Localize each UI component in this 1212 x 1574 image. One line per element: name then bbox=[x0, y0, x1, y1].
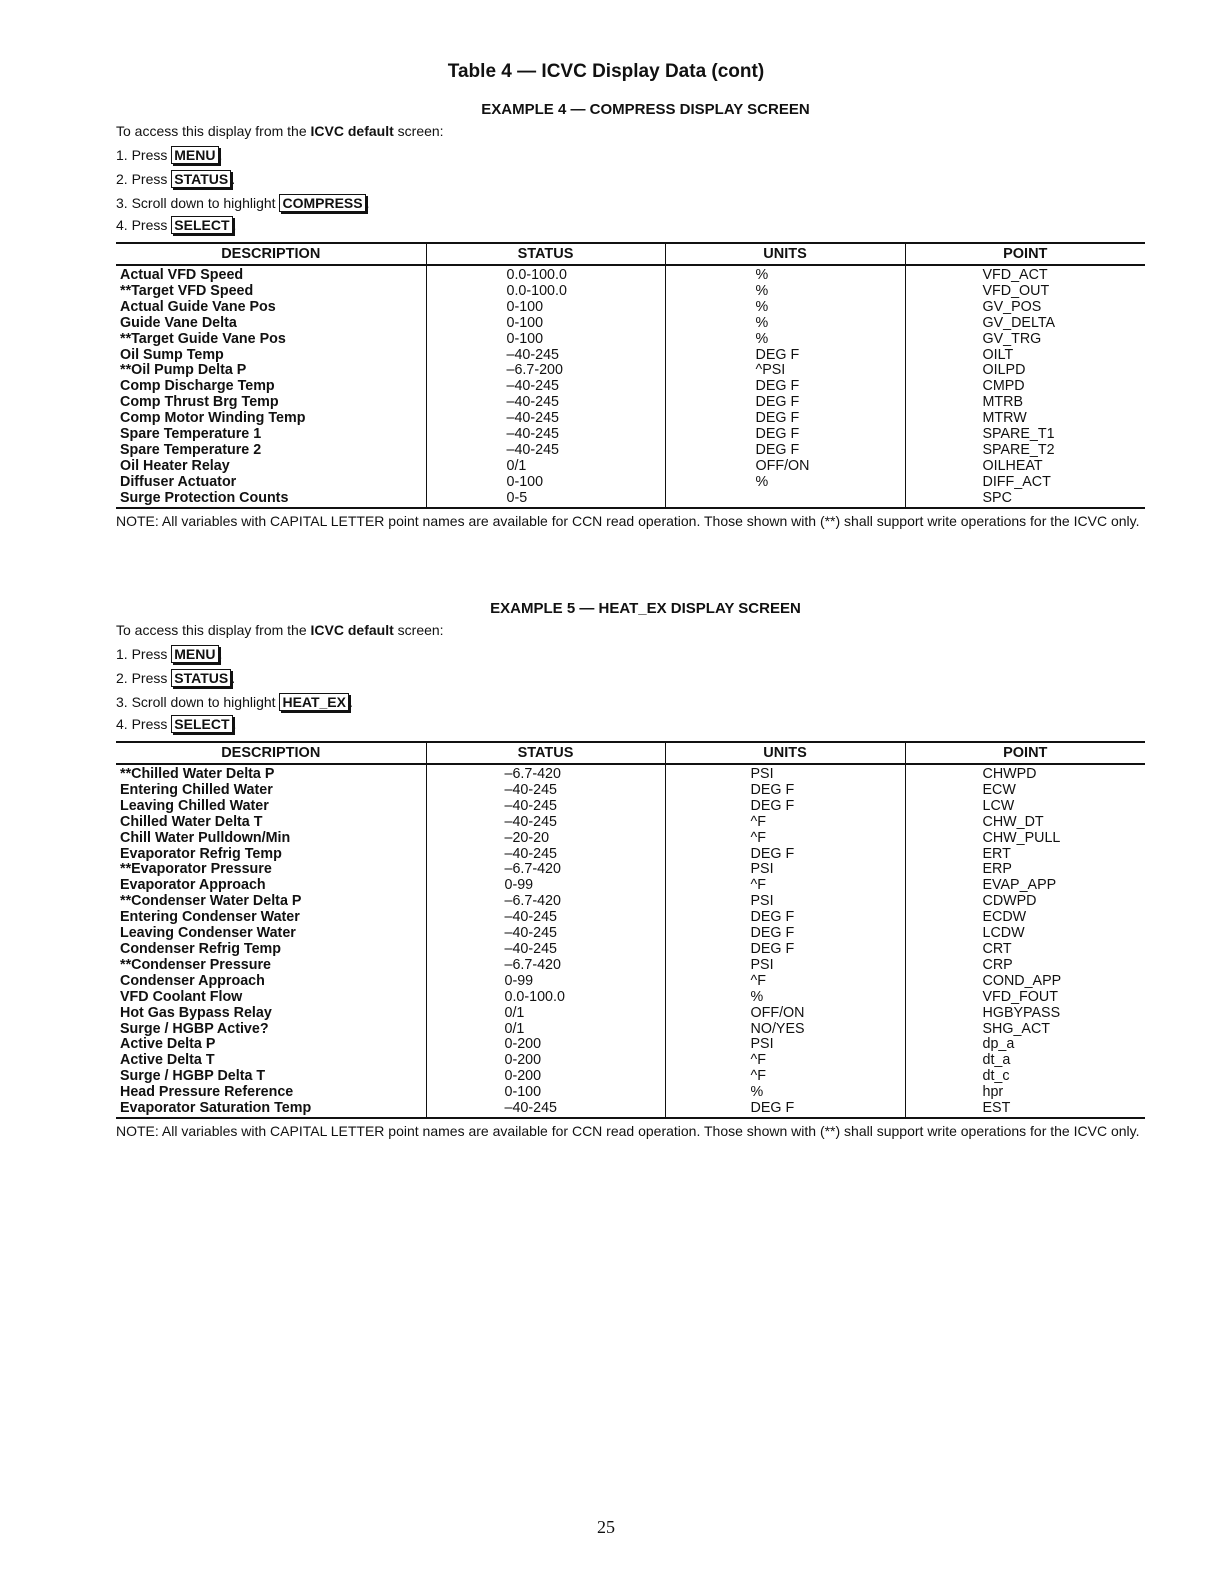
table-row bbox=[116, 1069, 1145, 1085]
page-number: 25 bbox=[597, 1517, 615, 1537]
cell-point: VFD_ACT bbox=[905, 265, 1145, 284]
table-row bbox=[116, 862, 1145, 878]
table-row bbox=[116, 491, 1145, 508]
step-item bbox=[116, 192, 1145, 214]
cell-point: CRT bbox=[905, 942, 1145, 958]
cell-status: 0-99 bbox=[426, 878, 665, 894]
table-row bbox=[116, 363, 1145, 379]
cell-units: DEG F bbox=[665, 783, 905, 799]
cell-status: –40-245 bbox=[426, 783, 665, 799]
cell-status: 0-100 bbox=[426, 332, 665, 348]
step-item bbox=[116, 643, 1145, 667]
table-row bbox=[116, 459, 1145, 475]
cell-units: DEG F bbox=[665, 379, 905, 395]
cell-status: –40-245 bbox=[426, 411, 665, 427]
step-text: Press bbox=[131, 670, 168, 686]
cell-status: –6.7-420 bbox=[426, 958, 665, 974]
cell-status: –20-20 bbox=[426, 831, 665, 847]
cell-point: CDWPD bbox=[905, 894, 1145, 910]
step-number: 1. bbox=[116, 147, 128, 163]
step-item bbox=[116, 144, 1145, 168]
cell-status: –40-245 bbox=[426, 1101, 665, 1118]
cell-desc: Surge / HGBP Active? bbox=[120, 1021, 269, 1037]
cell-units: ^F bbox=[665, 1053, 905, 1069]
cell-units: PSI bbox=[665, 764, 905, 783]
cell-units: ^F bbox=[665, 974, 905, 990]
cell-desc: **Evaporator Pressure bbox=[120, 862, 272, 878]
cell-status: 0-5 bbox=[426, 491, 665, 508]
cell-desc: **Target Guide Vane Pos bbox=[120, 331, 286, 347]
cell-units: OFF/ON bbox=[665, 1006, 905, 1022]
step-item bbox=[116, 691, 1145, 713]
softkey-status: STATUS bbox=[171, 170, 231, 188]
softkey-status: STATUS bbox=[171, 669, 231, 687]
cell-units: ^F bbox=[665, 878, 905, 894]
intro-prefix: To access this display from the bbox=[116, 622, 307, 638]
cell-status: –40-245 bbox=[426, 379, 665, 395]
cell-point: CHWPD bbox=[905, 764, 1145, 783]
example-4-section bbox=[116, 100, 1145, 529]
step-text: Press bbox=[131, 171, 168, 187]
example-4-heading: EXAMPLE 4 — COMPRESS DISPLAY SCREEN bbox=[481, 101, 810, 118]
cell-desc: Guide Vane Delta bbox=[120, 315, 237, 331]
table-row bbox=[116, 783, 1145, 799]
example-5-section bbox=[116, 599, 1145, 1139]
example-5-intro bbox=[116, 620, 1145, 641]
cell-units: PSI bbox=[665, 894, 905, 910]
cell-units: ^F bbox=[665, 831, 905, 847]
cell-desc: Actual VFD Speed bbox=[120, 267, 244, 283]
cell-status: 0-99 bbox=[426, 974, 665, 990]
column-header-point: POINT bbox=[905, 243, 1145, 265]
cell-desc: Diffuser Actuator bbox=[120, 474, 237, 490]
table-header-row bbox=[116, 243, 1145, 265]
cell-point: SPARE_T2 bbox=[905, 443, 1145, 459]
cell-point: dp_a bbox=[905, 1037, 1145, 1053]
example-4-note: NOTE: All variables with CAPITAL LETTER point names are available for CCN read operation. Those shown with (**) shall support write operations for the ICVC only. bbox=[116, 512, 1140, 529]
cell-desc: Entering Chilled Water bbox=[120, 782, 273, 798]
table-row bbox=[116, 958, 1145, 974]
cell-point: GV_POS bbox=[905, 300, 1145, 316]
step-end: . bbox=[218, 646, 223, 662]
step-end: . bbox=[349, 694, 353, 710]
step-number: 4. bbox=[116, 217, 128, 233]
cell-desc: Leaving Chilled Water bbox=[120, 798, 269, 814]
cell-desc: Spare Temperature 2 bbox=[120, 442, 262, 458]
cell-desc: **Target VFD Speed bbox=[120, 283, 254, 299]
step-number: 3. bbox=[116, 195, 128, 211]
cell-point: LCDW bbox=[905, 926, 1145, 942]
cell-point: OILT bbox=[905, 348, 1145, 364]
table-row bbox=[116, 1085, 1145, 1101]
intro-bold: ICVC default bbox=[310, 123, 394, 139]
column-header-status: STATUS bbox=[426, 742, 665, 764]
cell-point: ECDW bbox=[905, 910, 1145, 926]
table-row bbox=[116, 411, 1145, 427]
step-number: 2. bbox=[116, 171, 128, 187]
table-row bbox=[116, 926, 1145, 942]
table-row bbox=[116, 815, 1145, 831]
cell-units: DEG F bbox=[665, 926, 905, 942]
step-text: Scroll down to highlight bbox=[131, 195, 276, 211]
table-row bbox=[116, 348, 1145, 364]
cell-desc: Comp Motor Winding Temp bbox=[120, 411, 306, 427]
table-row bbox=[116, 1037, 1145, 1053]
cell-units: % bbox=[665, 284, 905, 300]
cell-point: VFD_OUT bbox=[905, 284, 1145, 300]
softkey-select: SELECT bbox=[171, 216, 232, 234]
compress-table bbox=[116, 242, 1145, 509]
step-number: 1. bbox=[116, 646, 128, 662]
step-end: . bbox=[218, 147, 223, 163]
cell-point: MTRW bbox=[905, 411, 1145, 427]
cell-units: ^PSI bbox=[665, 363, 905, 379]
cell-status: –40-245 bbox=[426, 910, 665, 926]
cell-point: OILHEAT bbox=[905, 459, 1145, 475]
intro-suffix: screen: bbox=[397, 622, 444, 638]
table-row bbox=[116, 1101, 1145, 1118]
table-row bbox=[116, 974, 1145, 990]
cell-point: SPARE_T1 bbox=[905, 427, 1145, 443]
cell-point: SHG_ACT bbox=[905, 1022, 1145, 1038]
table-row bbox=[116, 395, 1145, 411]
table-row bbox=[116, 910, 1145, 926]
cell-desc: **Chilled Water Delta P bbox=[120, 766, 275, 782]
step-item bbox=[116, 168, 1145, 192]
cell-point: GV_TRG bbox=[905, 332, 1145, 348]
step-item bbox=[116, 667, 1145, 691]
cell-desc: VFD Coolant Flow bbox=[120, 989, 243, 1005]
cell-units: DEG F bbox=[665, 411, 905, 427]
cell-units: DEG F bbox=[665, 395, 905, 411]
heat-ex-table bbox=[116, 741, 1145, 1119]
cell-status: –40-245 bbox=[426, 942, 665, 958]
page-title: Table 4 — ICVC Display Data (cont) bbox=[447, 61, 765, 82]
cell-point: hpr bbox=[905, 1085, 1145, 1101]
cell-point: ERP bbox=[905, 862, 1145, 878]
cell-status: –6.7-420 bbox=[426, 862, 665, 878]
cell-units: PSI bbox=[665, 1037, 905, 1053]
cell-status: 0-200 bbox=[426, 1053, 665, 1069]
cell-status: –6.7-200 bbox=[426, 363, 665, 379]
cell-desc: Comp Thrust Brg Temp bbox=[120, 395, 279, 411]
column-header-units: UNITS bbox=[665, 742, 905, 764]
cell-status: –6.7-420 bbox=[426, 764, 665, 783]
example-5-heading: EXAMPLE 5 — HEAT_EX DISPLAY SCREEN bbox=[490, 600, 801, 617]
table-row bbox=[116, 990, 1145, 1006]
cell-desc: Spare Temperature 1 bbox=[120, 427, 262, 443]
cell-status: 0-100 bbox=[426, 316, 665, 332]
step-text: Scroll down to highlight bbox=[131, 694, 276, 710]
cell-units: DEG F bbox=[665, 348, 905, 364]
cell-units: DEG F bbox=[665, 910, 905, 926]
column-header-status: STATUS bbox=[426, 243, 665, 265]
step-end: . bbox=[232, 716, 237, 732]
cell-desc: Actual Guide Vane Pos bbox=[120, 299, 276, 315]
table-row bbox=[116, 942, 1145, 958]
step-text: Press bbox=[131, 217, 168, 233]
cell-status: –6.7-420 bbox=[426, 894, 665, 910]
cell-desc: Chill Water Pulldown/Min bbox=[120, 830, 291, 846]
softkey-menu: MENU bbox=[171, 146, 218, 164]
cell-desc: **Oil Pump Delta P bbox=[120, 363, 247, 379]
cell-desc: Surge Protection Counts bbox=[116, 491, 426, 508]
cell-desc: Head Pressure Reference bbox=[120, 1085, 294, 1101]
cell-units: DEG F bbox=[665, 847, 905, 863]
table-row bbox=[116, 284, 1145, 300]
table-row bbox=[116, 443, 1145, 459]
cell-status: 0.0-100.0 bbox=[426, 990, 665, 1006]
step-item bbox=[116, 214, 1145, 236]
table-row bbox=[116, 847, 1145, 863]
cell-desc: **Condenser Pressure bbox=[120, 957, 271, 973]
intro-prefix: To access this display from the bbox=[116, 123, 307, 139]
cell-status: 0/1 bbox=[426, 1006, 665, 1022]
cell-point: SPC bbox=[905, 491, 1145, 508]
cell-status: 0/1 bbox=[426, 1022, 665, 1038]
cell-point: DIFF_ACT bbox=[905, 475, 1145, 491]
table-row bbox=[116, 894, 1145, 910]
cell-units: % bbox=[665, 1085, 905, 1101]
cell-point: HGBYPASS bbox=[905, 1006, 1145, 1022]
cell-desc: Condenser Approach bbox=[120, 973, 265, 989]
cell-desc: Leaving Condenser Water bbox=[120, 926, 296, 942]
cell-desc: Oil Sump Temp bbox=[120, 347, 224, 363]
cell-point: CHW_PULL bbox=[905, 831, 1145, 847]
cell-status: –40-245 bbox=[426, 348, 665, 364]
step-end: . bbox=[232, 217, 237, 233]
cell-desc: Condenser Refrig Temp bbox=[120, 941, 281, 957]
cell-status: –40-245 bbox=[426, 926, 665, 942]
cell-units: DEG F bbox=[665, 427, 905, 443]
cell-point: GV_DELTA bbox=[905, 316, 1145, 332]
cell-status: –40-245 bbox=[426, 427, 665, 443]
cell-desc: Comp Discharge Temp bbox=[120, 379, 275, 395]
softkey-heat-ex: HEAT_EX bbox=[279, 693, 349, 711]
cell-units: % bbox=[665, 332, 905, 348]
example-5-note: NOTE: All variables with CAPITAL LETTER point names are available for CCN read operation. Those shown with (**) shall support write operations for the ICVC only. bbox=[116, 1122, 1140, 1139]
cell-desc: Active Delta T bbox=[120, 1053, 215, 1069]
cell-units bbox=[665, 491, 905, 508]
cell-status: 0/1 bbox=[426, 459, 665, 475]
cell-status: –40-245 bbox=[426, 799, 665, 815]
table-row bbox=[116, 764, 1145, 783]
column-header-description: DESCRIPTION bbox=[116, 243, 426, 265]
cell-point: dt_a bbox=[905, 1053, 1145, 1069]
table-row bbox=[116, 316, 1145, 332]
example-4-steps bbox=[116, 144, 1145, 236]
cell-point: LCW bbox=[905, 799, 1145, 815]
table-row bbox=[116, 300, 1145, 316]
step-number: 3. bbox=[116, 694, 128, 710]
cell-units: ^F bbox=[665, 815, 905, 831]
step-end: . bbox=[365, 195, 370, 211]
step-text: Press bbox=[131, 646, 168, 662]
example-5-steps bbox=[116, 643, 1145, 735]
column-header-description: DESCRIPTION bbox=[116, 742, 426, 764]
cell-units: % bbox=[665, 316, 905, 332]
cell-desc: Oil Heater Relay bbox=[120, 458, 230, 474]
cell-point: EVAP_APP bbox=[905, 878, 1145, 894]
table-row bbox=[116, 475, 1145, 491]
cell-point: ERT bbox=[905, 847, 1145, 863]
cell-status: –40-245 bbox=[426, 395, 665, 411]
cell-point: CRP bbox=[905, 958, 1145, 974]
cell-desc: Hot Gas Bypass Relay bbox=[120, 1005, 272, 1021]
cell-status: –40-245 bbox=[426, 443, 665, 459]
table-row bbox=[116, 1053, 1145, 1069]
cell-point: COND_APP bbox=[905, 974, 1145, 990]
step-end: . bbox=[231, 670, 236, 686]
step-item bbox=[116, 713, 1145, 735]
cell-status: –40-245 bbox=[426, 815, 665, 831]
cell-point: OILPD bbox=[905, 363, 1145, 379]
table-row bbox=[116, 427, 1145, 443]
cell-status: –40-245 bbox=[426, 847, 665, 863]
column-header-units: UNITS bbox=[665, 243, 905, 265]
cell-desc: Evaporator Saturation Temp bbox=[116, 1101, 426, 1118]
cell-units: DEG F bbox=[665, 799, 905, 815]
step-number: 2. bbox=[116, 670, 128, 686]
cell-status: 0-100 bbox=[426, 300, 665, 316]
cell-status: 0-200 bbox=[426, 1037, 665, 1053]
table-row bbox=[116, 1006, 1145, 1022]
softkey-compress: COMPRESS bbox=[279, 194, 365, 212]
table-row bbox=[116, 379, 1145, 395]
cell-units: DEG F bbox=[665, 1101, 905, 1118]
cell-units: PSI bbox=[665, 958, 905, 974]
cell-units: NO/YES bbox=[665, 1022, 905, 1038]
cell-point: VFD_FOUT bbox=[905, 990, 1145, 1006]
column-header-point: POINT bbox=[905, 742, 1145, 764]
table-row bbox=[116, 265, 1145, 284]
cell-point: CMPD bbox=[905, 379, 1145, 395]
cell-units: % bbox=[665, 990, 905, 1006]
cell-desc: **Condenser Water Delta P bbox=[120, 894, 302, 910]
cell-point: EST bbox=[905, 1101, 1145, 1118]
cell-point: CHW_DT bbox=[905, 815, 1145, 831]
cell-desc: Evaporator Refrig Temp bbox=[120, 846, 282, 862]
cell-units: % bbox=[665, 265, 905, 284]
table-row bbox=[116, 878, 1145, 894]
cell-desc: Active Delta P bbox=[120, 1037, 216, 1053]
example-4-intro bbox=[116, 121, 1145, 142]
cell-status: 0-200 bbox=[426, 1069, 665, 1085]
table-header-row bbox=[116, 742, 1145, 764]
step-text: Press bbox=[131, 716, 168, 732]
cell-status: 0.0-100.0 bbox=[426, 284, 665, 300]
cell-desc: Chilled Water Delta T bbox=[120, 814, 263, 830]
cell-units: ^F bbox=[665, 1069, 905, 1085]
table-row bbox=[116, 332, 1145, 348]
softkey-menu: MENU bbox=[171, 645, 218, 663]
cell-status: 0-100 bbox=[426, 1085, 665, 1101]
cell-desc: Evaporator Approach bbox=[120, 878, 266, 894]
cell-units: DEG F bbox=[665, 942, 905, 958]
table-row bbox=[116, 831, 1145, 847]
softkey-select: SELECT bbox=[171, 715, 232, 733]
cell-desc: Surge / HGBP Delta T bbox=[120, 1069, 266, 1085]
intro-bold: ICVC default bbox=[310, 622, 394, 638]
cell-desc: Entering Condenser Water bbox=[120, 910, 300, 926]
table-row bbox=[116, 799, 1145, 815]
cell-status: 0.0-100.0 bbox=[426, 265, 665, 284]
cell-units: PSI bbox=[665, 862, 905, 878]
step-number: 4. bbox=[116, 716, 128, 732]
cell-units: DEG F bbox=[665, 443, 905, 459]
cell-point: ECW bbox=[905, 783, 1145, 799]
cell-point: MTRB bbox=[905, 395, 1145, 411]
cell-units: OFF/ON bbox=[665, 459, 905, 475]
cell-units: % bbox=[665, 475, 905, 491]
step-text: Press bbox=[131, 147, 168, 163]
cell-status: 0-100 bbox=[426, 475, 665, 491]
step-end: . bbox=[231, 171, 236, 187]
cell-point: dt_c bbox=[905, 1069, 1145, 1085]
intro-suffix: screen: bbox=[397, 123, 444, 139]
table-row bbox=[116, 1022, 1145, 1038]
cell-units: % bbox=[665, 300, 905, 316]
